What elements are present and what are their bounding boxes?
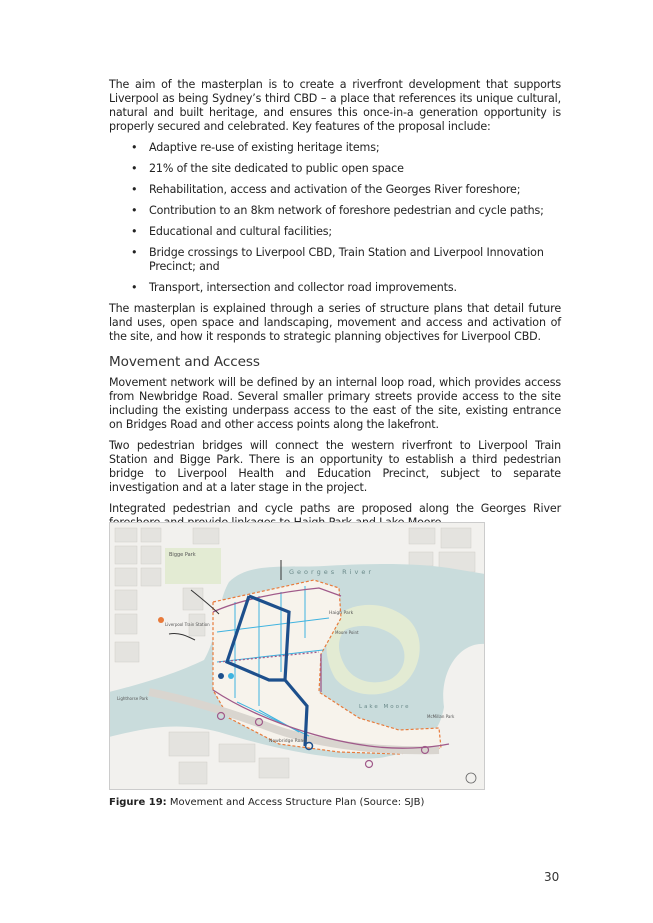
list-item: • Contribution to an 8km network of foreshore pedestrian and cycle paths; (131, 204, 544, 217)
structure-paragraph: The masterplan is explained through a series of structure plans that detail future land uses, open space and landscaping, movement and access and activation of the site, and how it responds to strategic planning objectives for Liverpool CBD. (109, 302, 561, 343)
list-item: • Transport, intersection and collector road improvements. (131, 281, 457, 294)
georges-river-label: Georges River (289, 568, 374, 576)
structure-plan-map (109, 522, 485, 790)
bullet-icon: • (131, 225, 138, 238)
bullet-icon: • (131, 141, 138, 154)
bullet-icon: • (131, 204, 138, 217)
features-list (109, 141, 561, 295)
haigh-park-label: Haigh Park (329, 611, 354, 616)
list-item: • Adaptive re-use of existing heritage items; (131, 141, 380, 154)
map-svg (109, 522, 485, 790)
page-number: 30 (544, 870, 560, 884)
bullet-icon: • (131, 183, 138, 196)
lighthorse-park-label: Lighthorse Park (117, 696, 149, 701)
bus-stop-icon (218, 673, 224, 679)
caption-label: Figure 19: (109, 797, 167, 808)
newbridge-road-label: Newbridge Road (269, 739, 306, 744)
caption-text: Movement and Access Structure Plan (Source: SJB) (166, 797, 425, 808)
figure-caption (109, 797, 424, 808)
bigge-park-label: Bigge Park (169, 552, 196, 558)
lake-moore-label: Lake Moore (359, 704, 411, 710)
list-item: • Bridge crossings to Liverpool CBD, Train Station and Liverpool Innovation Precinct; and (131, 246, 544, 273)
bullet-icon: • (131, 246, 138, 259)
document-body (109, 78, 561, 537)
mcmillan-park-label: McMillan Park (427, 714, 455, 719)
list-item: • Educational and cultural facilities; (131, 225, 333, 238)
bullet-icon: • (131, 162, 138, 175)
bullet-icon: • (131, 281, 138, 294)
bike-icon (228, 673, 234, 679)
list-item: • Rehabilitation, access and activation of the Georges River foreshore; (131, 183, 521, 196)
section-heading: Movement and Access (109, 354, 260, 370)
list-item: • 21% of the site dedicated to public open space (131, 162, 404, 175)
movement-paragraph: Movement network will be defined by an internal loop road, which provides access from Newbridge Road. Several smaller primary streets provide access to the site including the existing underpass access to the east of the site, existing entrance on Bridges Road and other access points along the lakefront. (109, 376, 561, 431)
paths-paragraph: Integrated pedestrian and cycle paths are proposed along the Georges River (109, 502, 561, 515)
station-label: Liverpool Train Station (165, 622, 210, 627)
intro-paragraph: The aim of the masterplan is to create a riverfront development that supports Liverpool as being Sydney’s third CBD – a place that references its unique cultural, natural and built heritage, and ensures this once-in-a generation opportunity is properly secured and celebrated. Key features of the proposal include: (109, 78, 561, 133)
moore-point-label: Moore Point (335, 630, 359, 635)
station-icon (158, 617, 164, 623)
bridges-paragraph: Two pedestrian bridges will connect the western riverfront to Liverpool Train Station and Bigge Park. There is an opportunity to establish a third pedestrian bridge to Liverpool Health and Education Precinct, subject to separate investigation and at a later stage in the project. (109, 439, 561, 494)
